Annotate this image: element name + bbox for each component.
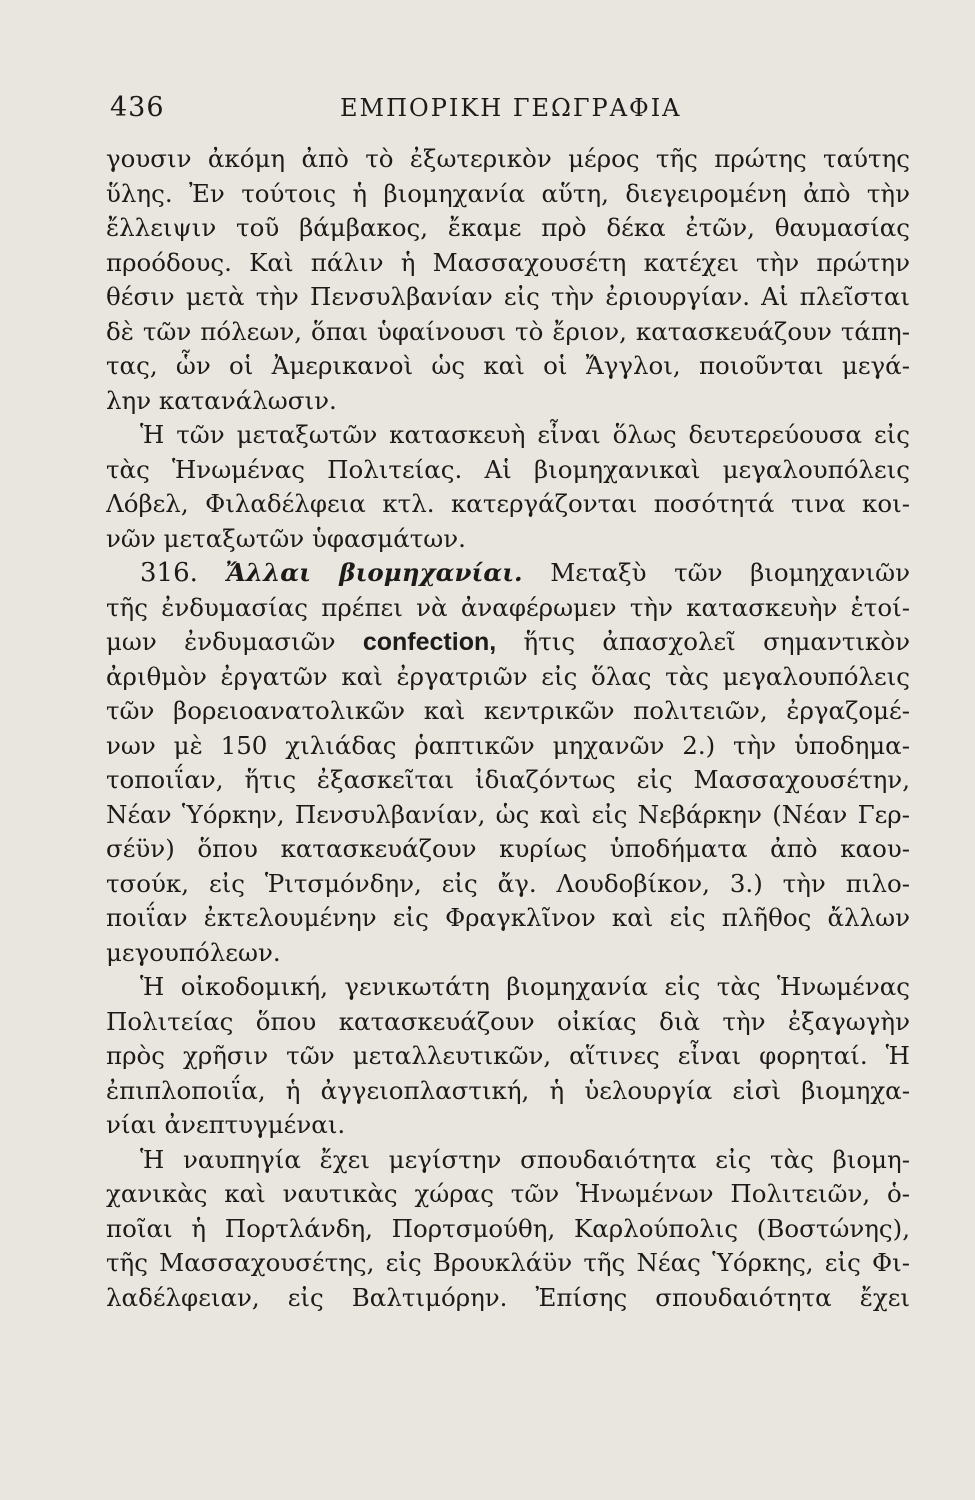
text-line: νων μὲ 150 χιλιάδας ῥαπτικῶν μηχανῶν 2.) τὴν ὑποδημα-	[106, 730, 910, 760]
text-line: τοποιΐαν, ἥτις ἐξασκεῖται ἰδιαζόντως εἰς Μασσαχουσέτην,	[106, 765, 910, 794]
text-line: τὰς Ἡνωμένας Πολιτείας. Αἱ βιομηχανικαὶ μεγαλουπόλεις	[106, 454, 910, 484]
text-line: σέϋν) ὅπου κατασκευάζουν κυρίως ὑποδήματα ἀπὸ καου-	[106, 834, 910, 863]
text-line: νίαι ἀνεπτυγμέναι.	[106, 1110, 346, 1139]
text-fragment: ἥτις ἀπασχολεῖ σημαντικὸν	[523, 627, 910, 656]
text-line: τσούκ, εἰς Ῥιτσμόνδην, εἰς ἄγ. Λουδοβίκον, 3.) τὴν πιλο-	[106, 868, 910, 898]
text-line: τῆς ἐνδυμασίας πρέπει νὰ ἀναφέρωμεν τὴν κατασκευὴν ἑτοί-	[106, 592, 910, 622]
text-line: ποῖαι ἡ Πορτλάνδη, Πορτσμούθη, Καρλούπολις (Βοστώνης),	[106, 1213, 910, 1243]
text-fragment: μων ἐνδυμασιῶν	[106, 627, 336, 656]
body-text	[106, 142, 910, 1315]
text-line: Λόβελ, Φιλαδέλφεια κτλ. κατεργάζονται ποσότητά τινα κοι-	[106, 489, 910, 518]
text-line: τας, ὧν οἱ Ἀμερικανοὶ ὡς καὶ οἱ Ἄγγλοι, ποιοῦνται μεγά-	[106, 351, 910, 380]
text-line: ἐπιπλοποιΐα, ἡ ἀγγειοπλαστική, ἡ ὑελουργία εἰσὶ βιομηχα-	[106, 1075, 910, 1105]
text-line: Ἡ τῶν μεταξωτῶν κατασκευὴ εἶναι ὅλως δευτερεύουσα εἰς	[140, 420, 910, 449]
section-title: Ἄλλαι βιομηχανίαι.	[225, 558, 523, 587]
page-header	[110, 92, 905, 132]
text-line: μεγουπόλεων.	[106, 937, 281, 967]
text-line: ἔλλειψιν τοῦ βάμβακος, ἔκαμε πρὸ δέκα ἐτῶν, θαυμασίας	[106, 213, 910, 242]
text-line: Ἡ οἰκοδομική, γενικωτάτη βιομηχανία εἰς τὰς Ἡνωμένας	[140, 972, 910, 1001]
latin-term: confection,	[362, 628, 497, 656]
text-line: δὲ τῶν πόλεων, ὅπαι ὑφαίνουσι τὸ ἔριον, κατασκευάζουν τάπη-	[106, 316, 910, 346]
text-line: Νέαν Ὑόρκην, Πενσυλβανίαν, ὡς καὶ εἰς Νεβάρκην (Νέαν Γερ-	[106, 799, 910, 829]
text-line-with-latin	[106, 625, 910, 660]
text-line: Ἡ ναυπηγία ἔχει μεγίστην σπουδαιότητα εἰς τὰς βιομη-	[140, 1144, 910, 1174]
text-line: θέσιν μετὰ τὴν Πενσυλβανίαν εἰς τὴν ἐριουργίαν. Αἱ πλεῖσται	[106, 282, 910, 311]
page-number: 436	[110, 92, 165, 123]
text-line: λαδέλφειαν, εἰς Βαλτιμόρην. Ἐπίσης σπουδαιότητα ἔχει	[106, 1282, 910, 1312]
section-heading-line	[106, 556, 910, 591]
text-line: ὕλης. Ἐν τούτοις ἡ βιομηχανία αὕτη, διεγειρομένη ἀπὸ τὴν	[106, 178, 910, 208]
section-line-rest: Μεταξὺ τῶν βιομηχανιῶν	[550, 558, 910, 587]
text-line: τῶν βορειοανατολικῶν καὶ κεντρικῶν πολιτειῶν, ἐργαζομέ-	[106, 696, 910, 725]
text-line: χανικὰς καὶ ναυτικὰς χώρας τῶν Ἡνωμένων Πολιτειῶν, ὁ-	[106, 1179, 910, 1208]
text-line: νῶν μεταξωτῶν ὑφασμάτων.	[106, 523, 466, 553]
text-line: Πολιτείας ὅπου κατασκευάζουν οἰκίας διὰ τὴν ἐξαγωγὴν	[106, 1006, 910, 1036]
text-line: ποιΐαν ἐκτελουμένην εἰς Φραγκλῖνον καὶ εἰς πλῆθος ἄλλων	[106, 903, 910, 932]
text-line: πρὸς χρῆσιν τῶν μεταλλευτικῶν, αἵτινες εἶναι φορηταί. Ἡ	[106, 1041, 910, 1070]
section-number: 316.	[140, 558, 198, 588]
text-line: προόδους. Καὶ πάλιν ἡ Μασσαχουσέτη κατέχει τὴν πρώτην	[106, 247, 910, 277]
text-line: ἀριθμὸν ἐργατῶν καὶ ἐργατριῶν εἰς ὅλας τὰς μεγαλουπόλεις	[106, 661, 910, 691]
text-line: λην κατανάλωσιν.	[106, 385, 337, 415]
running-head: ΕΜΠΟΡΙΚΗ ΓΕΩΓΡΑΦΙΑ	[340, 94, 682, 122]
text-line: τῆς Μασσαχουσέτης, εἰς Βρουκλάϋν τῆς Νέας Ὑόρκης, εἰς Φι-	[106, 1248, 910, 1277]
text-line: γουσιν ἀκόμη ἀπὸ τὸ ἐξωτερικὸν μέρος τῆς πρώτης ταύτης	[106, 144, 910, 173]
